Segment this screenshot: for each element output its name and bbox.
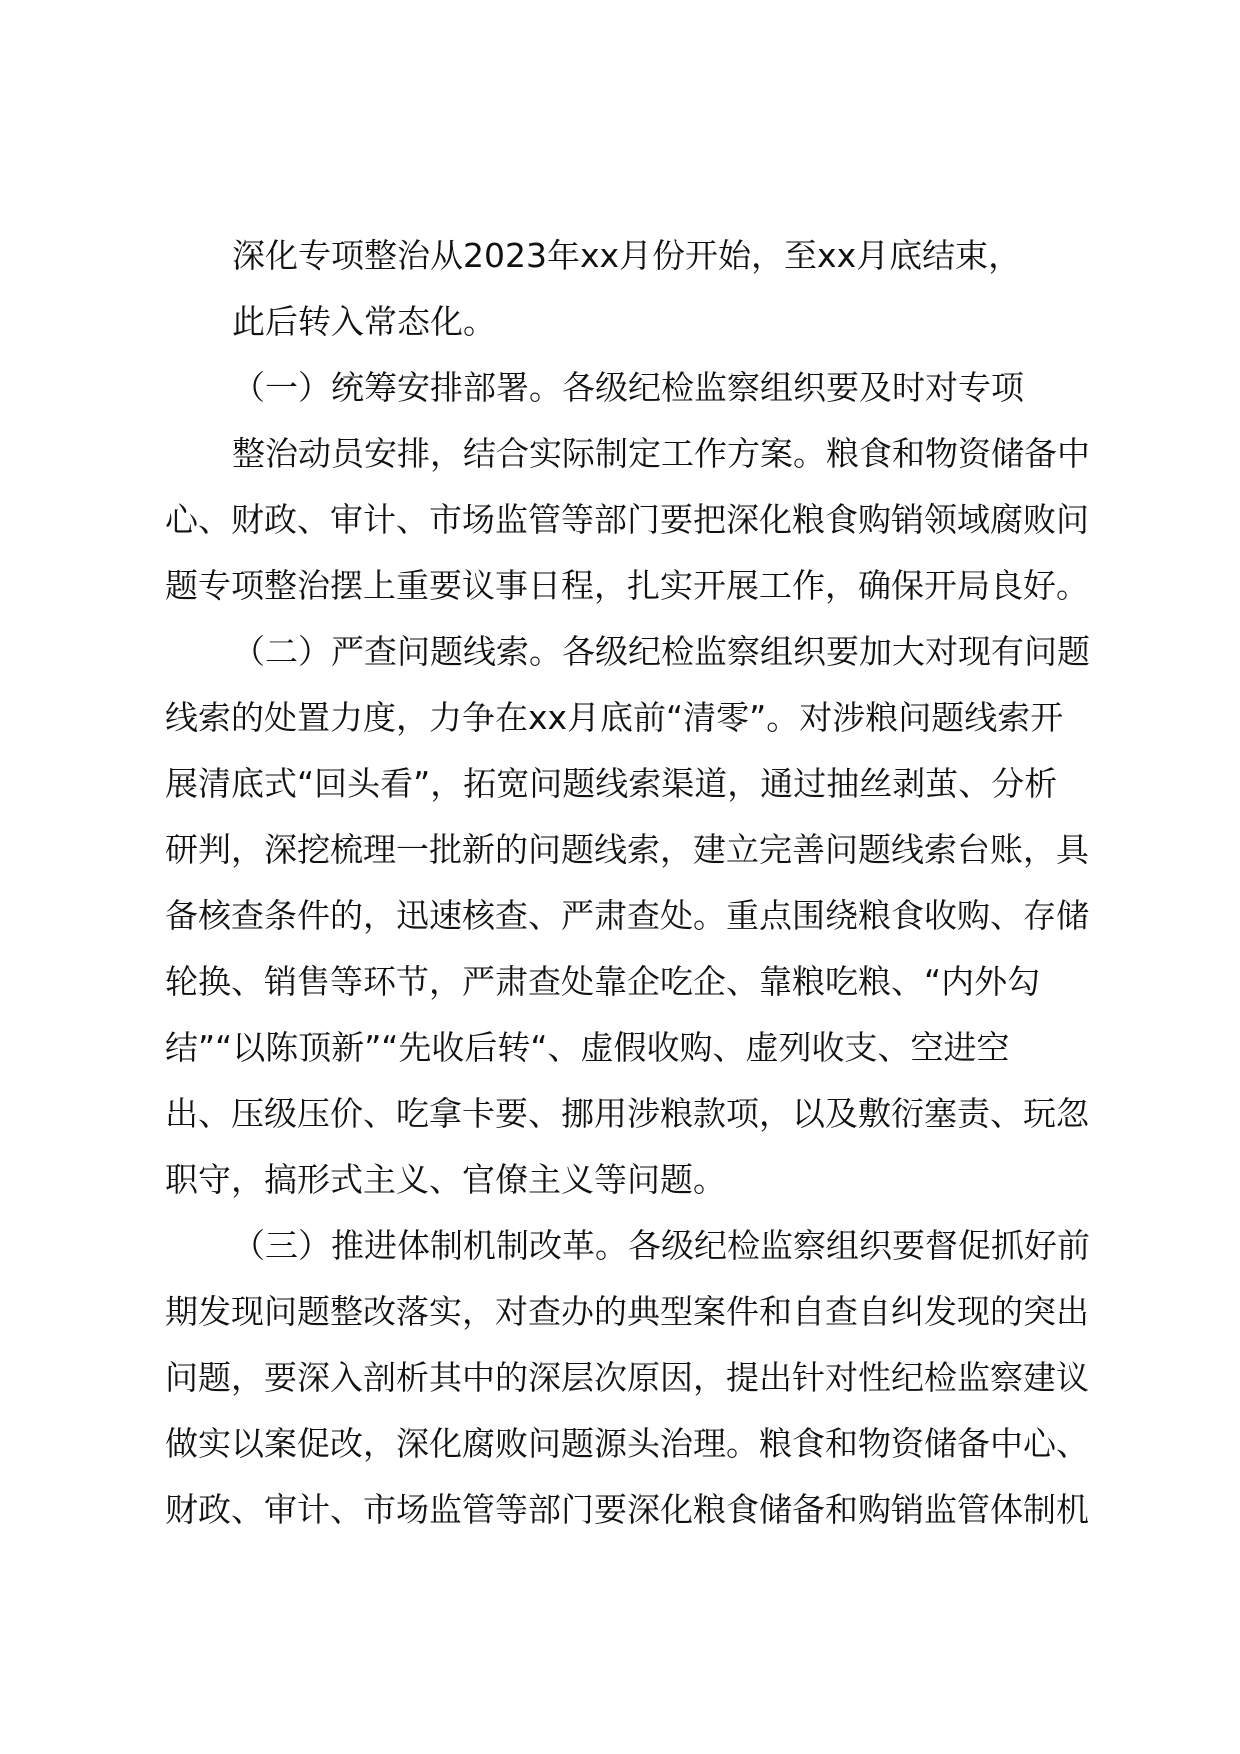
text-line: （一）统筹安排部署。各级纪检监察组织要及时对专项 xyxy=(232,368,1024,407)
text-line: （三）推进体制机制改革。各级纪检监察组织要督促抓好前 xyxy=(232,1226,1090,1265)
text-line: 展清底式“回头看”，拓宽问题线索渠道，通过抽丝剥茧、分析 xyxy=(165,764,1058,803)
text-line: 整治动员安排，结合实际制定工作方案。粮食和物资储备中 xyxy=(232,434,1090,473)
text-line: 线索的处置力度，力争在xx月底前“清零”。对涉粮问题线索开 xyxy=(165,698,1064,737)
text-line: 轮换、销售等环节，严肃查处靠企吃企、靠粮吃粮、“内外勾 xyxy=(165,962,1041,1001)
text-line: 财政、审计、市场监管等部门要深化粮食储备和购销监管体制机 xyxy=(165,1490,1089,1529)
text-line: 深化专项整治从2023年xx月份开始，至xx月底结束， xyxy=(232,236,1022,275)
text-line: 做实以案促改，深化腐败问题源头治理。粮食和物资储备中心、 xyxy=(165,1424,1089,1463)
text-line: 备核查条件的，迅速核查、严肃查处。重点围绕粮食收购、存储 xyxy=(165,896,1089,935)
text-line: 结”“以陈顶新”“先收后转“、虚假收购、虚列收支、空进空 xyxy=(165,1028,1010,1067)
text-line: 问题，要深入剖析其中的深层次原因，提出针对性纪检监察建议 xyxy=(165,1358,1089,1397)
text-line: 研判，深挖梳理一批新的问题线索，建立完善问题线索台账，具 xyxy=(165,830,1089,869)
text-line: 出、压级压价、吃拿卡要、挪用涉粮款项，以及敷衍塞责、玩忽 xyxy=(165,1094,1089,1133)
text-line: 此后转入常态化。 xyxy=(232,302,496,341)
text-line: 职守，搞形式主义、官僚主义等问题。 xyxy=(165,1160,726,1199)
text-line: （二）严查问题线索。各级纪检监察组织要加大对现有问题 xyxy=(232,632,1090,671)
text-line: 题专项整治摆上重要议事日程，扎实开展工作，确保开局良好。 xyxy=(165,566,1089,605)
text-line: 期发现问题整改落实，对查办的典型案件和自查自纠发现的突出 xyxy=(165,1292,1089,1331)
text-line: 心、财政、审计、市场监管等部门要把深化粮食购销领域腐败问 xyxy=(165,500,1089,539)
